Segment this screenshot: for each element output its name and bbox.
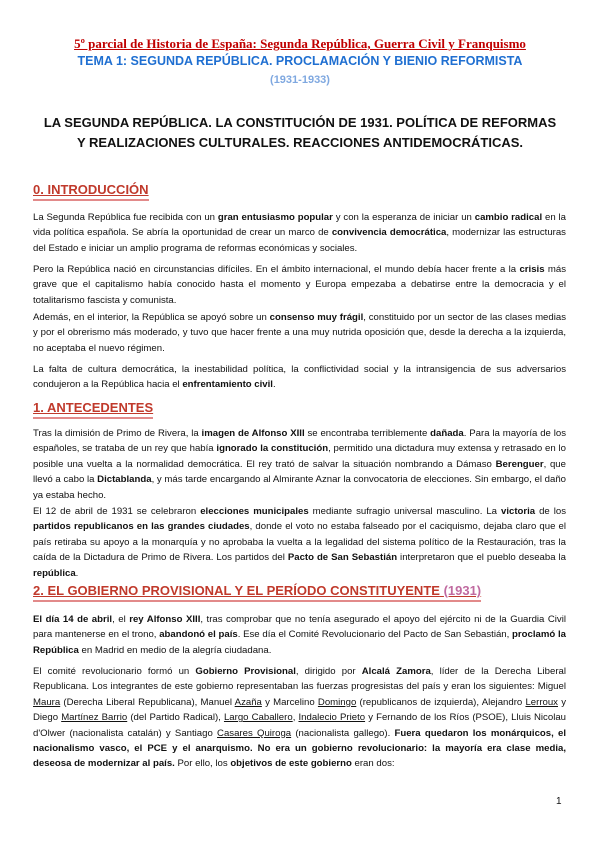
section-title-antecedentes: 1. ANTECEDENTES xyxy=(33,400,153,419)
paragraph: El comité revolucionario formó un Gobierno Provisional, dirigido por Alcalá Zamora, líder de la Derecha Liberal Republicana. Los integrantes de este gobierno representaban las fuerzas progresistas del país y eran los siguientes: Miguel Maura (Derecha Liberal Republicana), Manuel Azaña y Marcelino Domingo (republicanos de izquierda), Alejandro Lerroux y Diego Martínez Barrio (del Partido Radical), Largo Caballero, Indalecio Prieto y Fernando de los Ríos (PSOE), Lluis Nicolau d'Olwer (nacionalista catalán) y Santiago Casares Quiroga (nacionalista gallego). Fuera quedaron los monárquicos, el nacionalismo vasco, el PCE y el anarquismo. No era un gobierno revolucionario: la mayoría era clase media, deseosa de modernizar al país. Por ello, los objetivos de este gobierno eran dos: xyxy=(33,666,566,770)
paragraph: Tras la dimisión de Primo de Rivera, la imagen de Alfonso XIII se encontraba terriblemente dañada. Para la mayoría de los españoles, se trataba de un rey que había ignorado la constitución, permitido una dictadura muy extensa y retrasado en lo posible una vuelta a la normalidad democrática. El rey trató de salvar la situación nombrando a Dámaso Berenguer, que llevó a cabo la Dictablanda, y más tarde encargando al Almirante Aznar la convocatoria de elecciones. Sin embargo, el daño ya estaba hecho. xyxy=(33,428,567,501)
paragraph: El día 14 de abril, el rey Alfonso XIII, tras comprobar que no tenía asegurado el apoyo del ejército ni de la Guardia Civil para mantenerse en el trono, abandonó el país. Ese día el Comité Revolucionario del Pacto de San Sebastián, proclamó la República en Madrid en medio de la alegría ciudadana. xyxy=(33,614,566,656)
section-introduccion xyxy=(33,182,563,201)
paragraph: La Segunda República fue recibida con un gran entusiasmo popular y con la esperanza de iniciar un cambio radical en la vida política española. Se abría la oportunidad de crear un marco de convivencia democrática, modernizar las estructuras del Estado e iniciar un amplio programa de reformas económicas y sociales. xyxy=(33,212,566,254)
section-title-year: (1931) xyxy=(443,583,482,598)
page-number: 1 xyxy=(556,796,562,807)
paragraph: La falta de cultura democrática, la inestabilidad política, la conflictividad social y la intransigencia de sus adversarios condujeron a la República hacia el enfrentamiento civil. xyxy=(33,364,566,391)
main-title-line-1: LA SEGUNDA REPÚBLICA. LA CONSTITUCIÓN DE 1931. POLÍTICA DE REFORMAS xyxy=(43,115,557,130)
section-title-gobierno-provisional xyxy=(33,583,481,602)
paragraph: Pero la República nació en circunstancias difíciles. En el ámbito internacional, el mundo debía hacer frente a la crisis más grave que el capitalismo había conocido hasta el momento y Europa empezaba a debatirse entre la democracia y el totalitarismo fascista y comunista. xyxy=(33,264,566,306)
years-header: (1931-1933) xyxy=(270,74,330,86)
course-header: 5º parcial de Historia de España: Segunda República, Guerra Civil y Franquismo xyxy=(74,36,526,51)
topic-header: TEMA 1: SEGUNDA REPÚBLICA. PROCLAMACIÓN Y BIENIO REFORMISTA xyxy=(77,54,523,68)
section-gobierno-provisional xyxy=(33,583,563,602)
main-title xyxy=(40,113,560,153)
section-title-introduccion: 0. INTRODUCCIÓN xyxy=(33,182,149,201)
section-antecedentes xyxy=(33,400,563,419)
paragraph: Además, en el interior, la República se apoyó sobre un consenso muy frágil, constituido por un sector de las clases medias y por el obrerismo más moderado, y tuvo que hacer frente a una muy nutrida oposición que, desde la derecha a la izquierda, no aceptaba el nuevo régimen. xyxy=(33,312,566,354)
section-title-text: 2. EL GOBIERNO PROVISIONAL Y EL PERÍODO CONSTITUYENTE xyxy=(33,583,440,598)
paragraph: El 12 de abril de 1931 se celebraron elecciones municipales mediante sufragio universal masculino. La victoria de los partidos republicanos en las grandes ciudades, donde el voto no estaba falseado por el caciquismo, dejaba claro que el país retiraba su apoyo a la monarquía y no aprobaba la vuelta a la legalidad del sistema político de la Restauración, tras la caída de la Dictadura de Primo de Rivera. Los partidos del Pacto de San Sebastián interpretaron que el pueblo deseaba la república. xyxy=(33,506,567,579)
main-title-line-2: Y REALIZACIONES CULTURALES. REACCIONES ANTIDEMOCRÁTICAS. xyxy=(76,135,524,150)
